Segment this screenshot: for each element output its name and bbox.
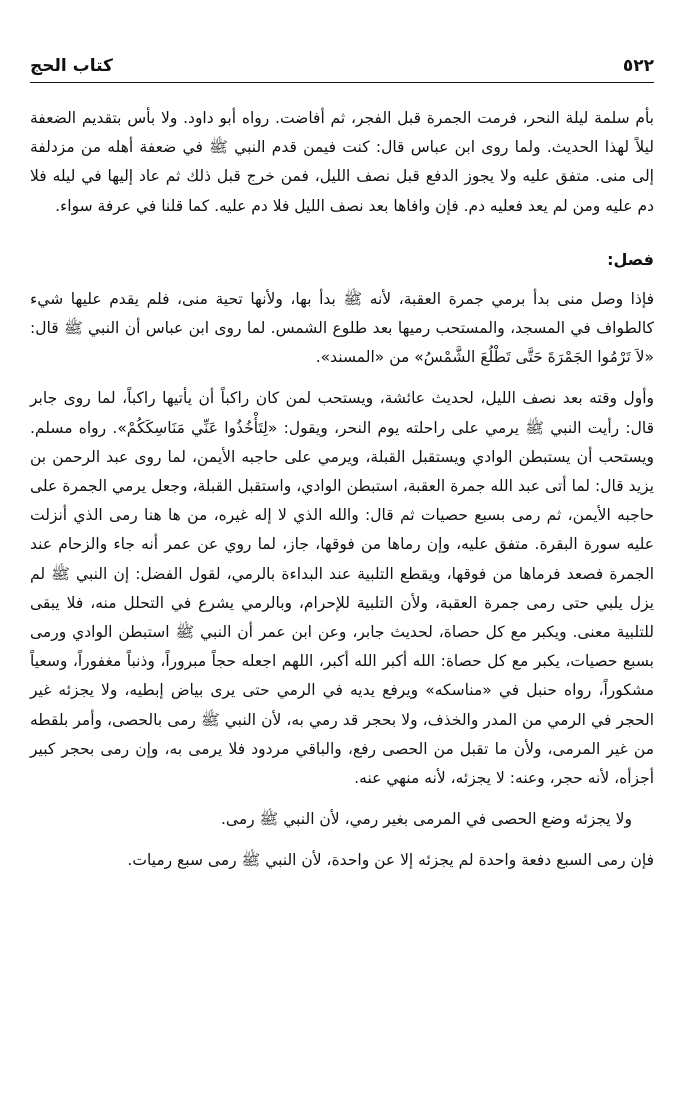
body-text xyxy=(30,104,654,888)
page-number: ٥٢٢ xyxy=(622,56,654,76)
paragraph-intro: بأم سلمة ليلة النحر، فرمت الجمرة قبل الفجر، ثم أفاضت. رواه أبو داود. ولا بأس بتقديم الضعفة ليلاً لهذا الحديث. ولما روى ابن عباس قال: كنت فيمن قدم النبي ﷺ في ضعفة أهله من مزدلفة إلى منى. متفق عليه ولا يجوز الدفع قبل نصف الليل، فمن خرج قبل ذلك ثم عاد إليها في ليله فلا دم عليه ومن لم يعد فعليه دم. فإن وافاها بعد نصف الليل فلا دم عليه. كما قلنا في عرفة سواء. xyxy=(30,109,654,215)
paragraph-first-arrival: فإذا وصل منى بدأ برمي جمرة العقبة، لأنه ﷺ بدأ بها، ولأنها تحية منى، فلم يقدم عليها شيء كالطواف في المسجد، والمستحب رميها بعد طلوع الشمس. لما روى ابن عباس أن النبي ﷺ قال: «لاَ تَرْمُوا الجَمْرَةَ حَتَّى تَطْلُعَ الشَّمْسُ» من «المسند». xyxy=(30,289,654,367)
paragraph-seven-at-once: فإن رمى السبع دفعة واحدة لم يجزئه إلا عن واحدة، لأن النبي ﷺ رمى سبع رميات. xyxy=(127,851,654,870)
header-divider xyxy=(30,82,654,83)
paragraph-stoning-time: وأول وقته بعد نصف الليل، لحديث عائشة، ويستحب لمن كان راكباً أن يأتيها راكباً، لما روى جابر قال: رأيت النبي ﷺ يرمي على راحلته يوم النحر، ويقول: «لِتَأْخُذُوا عَنِّي مَنَاسِكَكُمْ». رواه مسلم. ويستحب أن يستبطن الوادي ويستقبل القبلة، ويرمي على حاجبه الأيمن، لما روى عبد الرحمن بن يزيد قال: لما أتى عبد الله جمرة العقبة، استبطن الوادي، واستقبل القبلة، وجعل يرمي الجمرة على حاجبه الأيمن، ثم رمى بسبع حصيات ثم قال: والله الذي لا إله غيره، من ها هنا رمى الذي أنزلت عليه سورة البقرة. متفق عليه، وإن رماها من فوقها، جاز، لما روي عن عمر أنه جاء والزحام عند الجمرة فصعد فرماها من فوقها، ويقطع التلبية عند البداءة بالرمي، لقول الفضل: إن النبي ﷺ لم يزل يلبي حتى رمى جمرة العقبة، ولأن التلبية للإحرام، وبالرمي يشرع في التحلل منه، فلا يبقى للتلبية معنى. ويكبر مع كل حصاة، لحديث جابر، وعن ابن عمر أن النبي ﷺ استبطن الوادي ورمى بسبع حصيات، يكبر مع كل حصاة: الله أكبر الله أكبر، اللهم اجعله حجاً مبروراً، وذنباً مغفوراً، وسعياً مشكوراً، رواه حنبل في «مناسكه» ويرفع يديه في الرمي حتى يرى بياض إبطيه، ولا يجزئه غير الحجر في الرمي من المدر والخذف، ولا بحجر قد رمي به، لأن النبي ﷺ رمى بالحصى، وأمر بلقطه من غير المرمى، ولأن ما تقبل من الحصى رفع، والباقي مردود فلا يرمى به، وإن رمى بحجر كبير أجزأه، لأنه حجر، وعنه: لا يجزئه، لأنه منهي عنه. xyxy=(30,389,654,788)
running-header xyxy=(30,56,654,80)
paragraph-placing-pebbles: ولا يجزئه وضع الحصى في المرمى بغير رمي، لأن النبي ﷺ رمى. xyxy=(220,810,632,829)
section-heading: فصل: xyxy=(607,249,654,269)
book-title: كتاب الحج xyxy=(30,56,113,76)
